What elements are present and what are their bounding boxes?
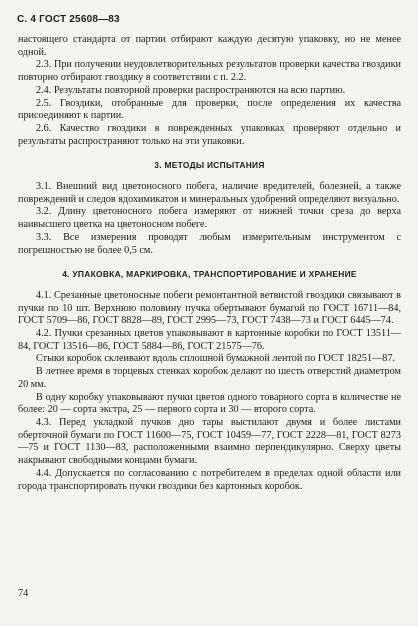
paragraph-continued: настоящего стандарта от партии отбирают каждую десятую упаковку, но не менее одной. <box>18 34 401 58</box>
paragraph-4-2: 4.2. Пучки срезанных цветов упаковывают в картонные коробки по ГОСТ 13511—84, ГОСТ 13516—86, ГОСТ 5884—86, ГОСТ 21575—76. <box>18 328 401 352</box>
paragraph-3-3: 3.3. Все измерения проводят любым измерительным инструментом с погрешностью не более 0,5 см. <box>18 231 401 256</box>
paragraph-2-4: 2.4. Результаты повторной проверки распространяются на всю партию. <box>36 84 346 96</box>
paragraph-joints: Стыки коробок склеивают вдоль сплошной бумажной лентой по ГОСТ 18251—87. <box>36 353 395 365</box>
paragraph-2-6: 2.6. Качество гвоздики в поврежденных упаковках проверяют отдельно и результаты распространяют только на эти упаковки. <box>18 122 401 147</box>
page-header: С. 4 ГОСТ 25608—83 <box>17 14 120 25</box>
paragraph-box-grades: В одну коробку упаковывают пучки цветов одного товарного сорта в количестве не более: 20 — сорта экстра, 25 — первого сорта и 30 — второго сорта. <box>18 391 401 416</box>
document-body <box>18 34 401 493</box>
paragraph-summer: В летнее время в торцевых стенках коробок делают по шесть отверстий диаметром 20 мм. <box>18 366 401 390</box>
section-3-title: 3. МЕТОДЫ ИСПЫТАНИЯ <box>154 160 265 171</box>
paragraph-3-1: 3.1. Внешний вид цветоносного побега, наличие вредителей, болезней, а также повреждений и следов ядохимикатов и минеральных удобрений определяют визуально. <box>18 181 401 205</box>
paragraph-4-3: 4.3. Перед укладкой пучков дно тары выстилают двумя и более листами оберточной бумаги по ГОСТ 11600—75, ГОСТ 10459—77, ГОСТ 2228—81, ГОСТ 8273—75 и ГОСТ 1130—83, расположенными взаимно перпендикулярно. Сверху цветы накрывают свободными концами бумаги. <box>18 416 401 467</box>
section-4-title: 4. УПАКОВКА, МАРКИРОВКА, ТРАНСПОРТИРОВАНИЕ И ХРАНЕНИЕ <box>62 269 357 280</box>
paragraph-2-5: 2.5. Гвоздики, отобранные для проверки, после определения их качества присоединяют к партии. <box>18 97 401 122</box>
paragraph-4-4: 4.4. Допускается по согласованию с потребителем в пределах одной области или города транспортировать пучки гвоздики без картонных коробок. <box>18 467 401 492</box>
paragraph-4-1: 4.1. Срезанные цветоносные побеги ремонтантной ветвистой гвоздики связывают в пучки по 10 шт. Верхнюю половину пучка обертывают бумагой по ГОСТ 16711—84, ГОСТ 5709—86, ГОСТ 8828—89, ГОСТ 2995—73, ГОСТ 7438—73 и ГОСТ 6445—74. <box>18 289 401 327</box>
paragraph-3-2: 3.2. Длину цветоносного побега измеряют от нижней точки среза до верха наивысшего цветка на цветоносном побеге. <box>18 206 401 231</box>
page-number: 74 <box>18 588 29 599</box>
paragraph-2-3: 2.3. При получении неудовлетворительных результатов проверки качества гвоздики повторно отбирают гвоздику в соответствии с п. 2.2. <box>18 59 401 84</box>
